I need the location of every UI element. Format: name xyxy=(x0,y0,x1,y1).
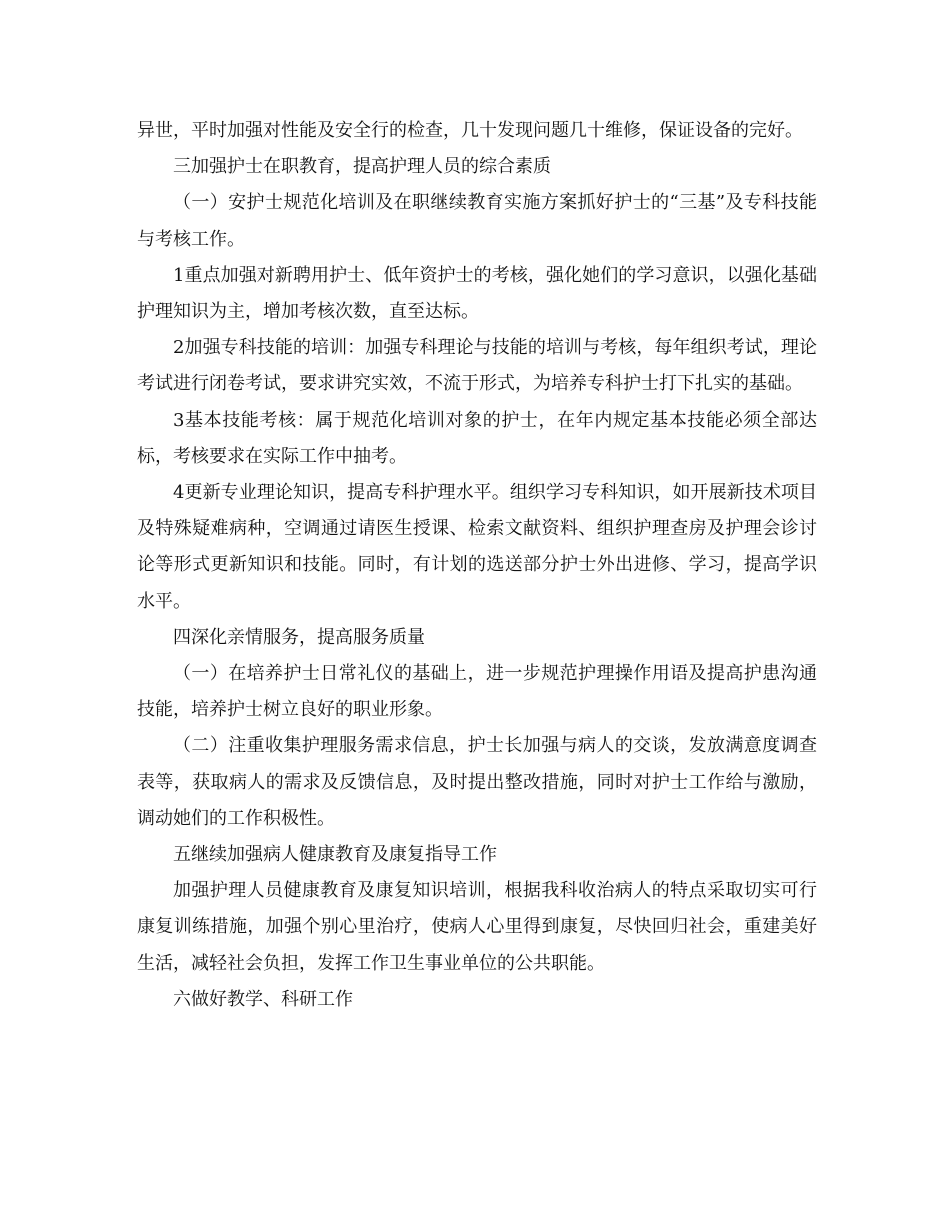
document-body xyxy=(137,113,817,1018)
paragraph-3-item-4: 4更新专业理论知识，提高专科护理水平。组织学习专科知识，如开展新技术项目及特殊疑难病种，空调通过请医生授课、检索文献资料、组织护理查房及护理会诊讨论等形式更新知识和技能。同时，有计划的选送部分护士外出进修、学习，提高学识水平。 xyxy=(137,482,817,612)
paragraph-4-1: （一）在培养护士日常礼仪的基础上，进一步规范护理操作用语及提高护患沟通技能，培养护士树立良好的职业形象。 xyxy=(137,663,817,721)
heading-section-3: 三加强护士在职教育，提高护理人员的综合素质 xyxy=(173,156,551,178)
paragraph-3-item-1: 1重点加强对新聘用护士、低年资护士的考核，强化她们的学习意识，以强化基础护理知识为主，增加考核次数，直至达标。 xyxy=(137,264,817,323)
paragraph-3-1: （一）安护士规范化培训及在职继续教育实施方案抓好护士的“三基”及专科技能与考核工作。 xyxy=(137,192,817,250)
paragraph-5-body: 加强护理人员健康教育及康复知识培训，根据我科收治病人的特点采取切实可行康复训练措施，加强个别心里治疗，使病人心里得到康复，尽快回归社会，重建美好生活，减轻社会负担，发挥工作卫生事业单位的公共职能。 xyxy=(137,880,817,974)
paragraph-3-item-2: 2加强专科技能的培训：加强专科理论与技能的培训与考核，每年组织考试，理论考试进行闭卷考试，要求讲究实效，不流于形式，为培养专科护士打下扎实的基础。 xyxy=(137,337,817,395)
heading-section-6: 六做好教学、科研工作 xyxy=(173,988,353,1010)
heading-section-4: 四深化亲情服务，提高服务质量 xyxy=(173,626,425,648)
paragraph-equipment-maintenance: 异世，平时加强对性能及安全行的检查，几十发现问题几十维修，保证设备的完好。 xyxy=(137,120,803,141)
paragraph-3-item-3: 3基本技能考核：属于规范化培训对象的护士，在年内规定基本技能必须全部达标，考核要求在实际工作中抽考。 xyxy=(137,409,817,467)
heading-section-5: 五继续加强病人健康教育及康复指导工作 xyxy=(173,844,497,866)
paragraph-4-2: （二）注重收集护理服务需求信息，护士长加强与病人的交谈，发放满意度调查表等，获取病人的需求及反馈信息，及时提出整改措施，同时对护士工作给与激励，调动她们的工作积极性。 xyxy=(137,735,817,829)
